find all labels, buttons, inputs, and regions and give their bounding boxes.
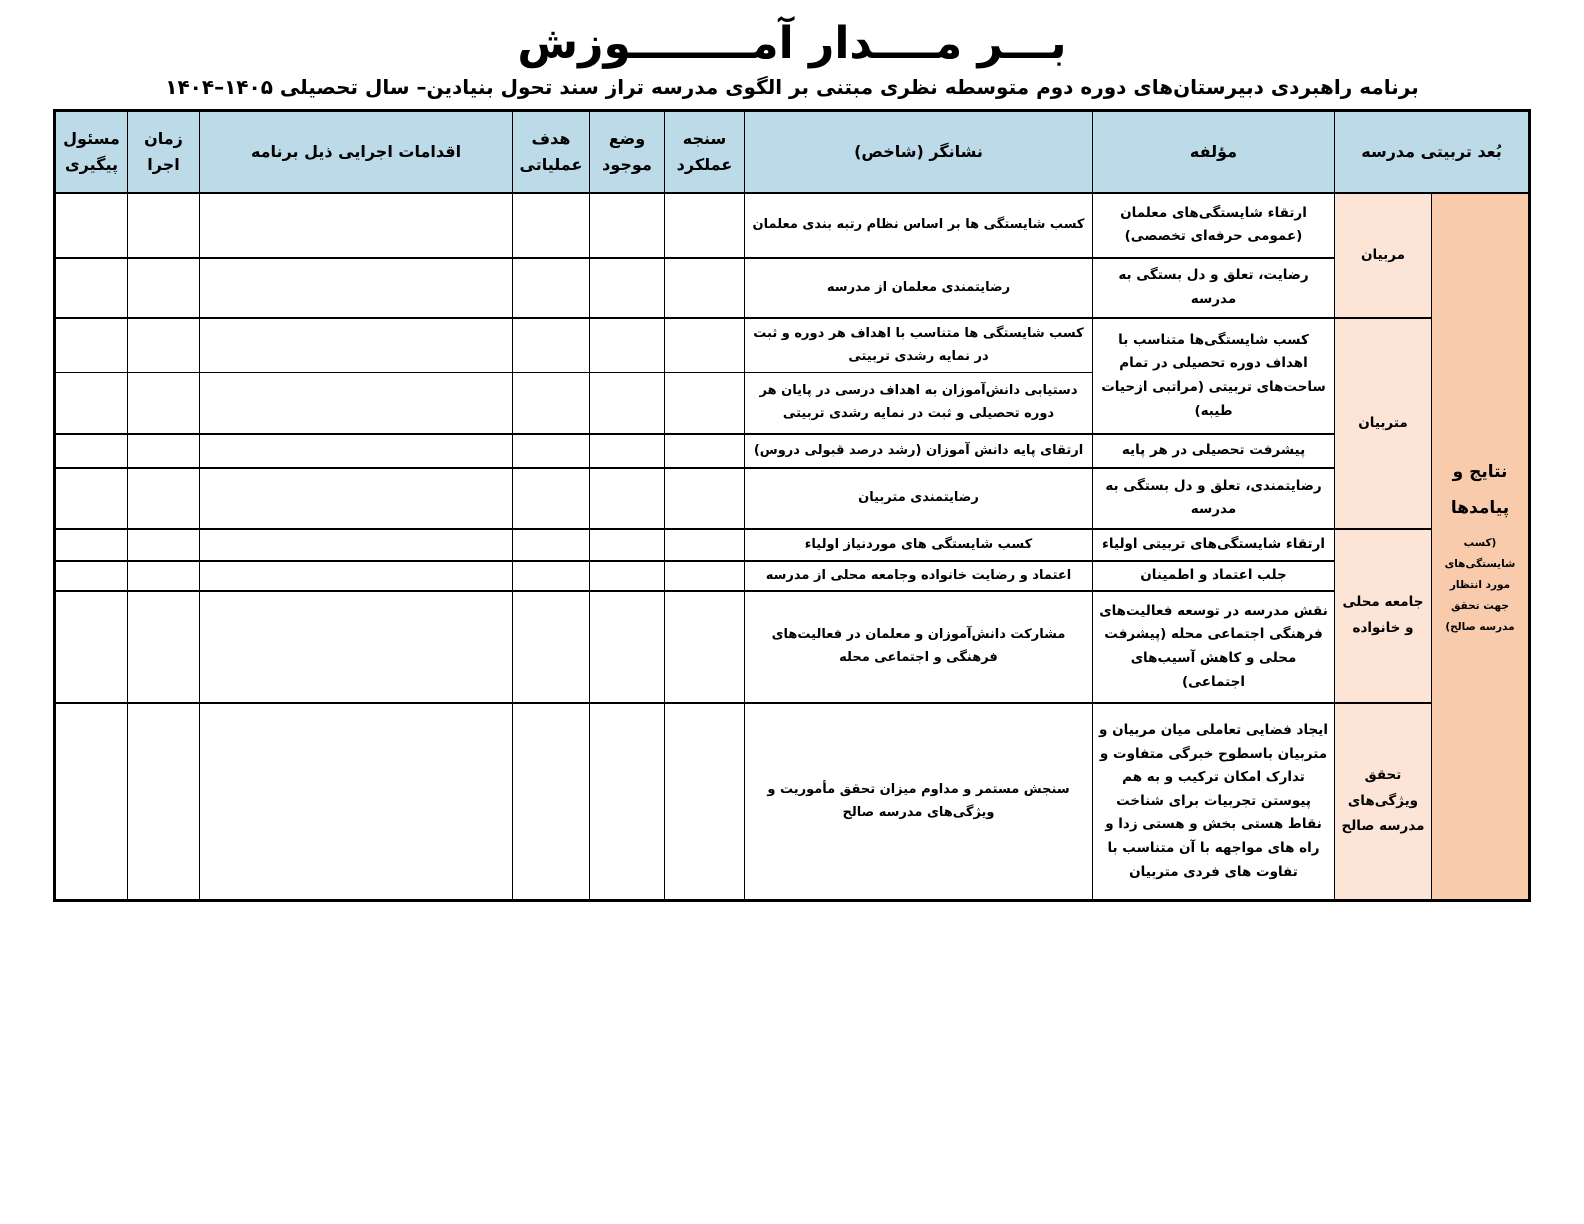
actions-cell	[200, 258, 513, 318]
group-cell-teachers: مربیان	[1335, 193, 1432, 318]
actions-cell	[200, 434, 513, 468]
status-cell	[590, 434, 665, 468]
responsible-cell	[55, 591, 128, 703]
responsible-cell	[55, 703, 128, 901]
header-actions: اقدامات اجرایی ذیل برنامه	[200, 111, 513, 193]
document-title: بـــر مــــدار آمــــــــوزش	[517, 18, 1067, 69]
table-row	[55, 703, 1530, 901]
table-row	[55, 468, 1530, 529]
table-row	[55, 193, 1530, 258]
time-cell	[128, 318, 200, 373]
dimension-results-cell	[1432, 193, 1530, 901]
measure-cell	[665, 561, 745, 591]
goal-cell	[513, 434, 590, 468]
time-cell	[128, 434, 200, 468]
goal-cell	[513, 193, 590, 258]
actions-cell	[200, 703, 513, 901]
measure-cell	[665, 258, 745, 318]
indicator-cell: اعتماد و رضایت خانواده وجامعه محلی از مدرسه	[745, 561, 1093, 591]
component-cell: رضایت، تعلق و دل بستگی به مدرسه	[1093, 258, 1335, 318]
component-cell: کسب شایستگی‌ها متناسب با اهداف دوره تحصیلی در تمام ساحت‌های تربیتی (مراتبی ازحیات طیبه)	[1093, 318, 1335, 434]
table-row	[55, 529, 1530, 561]
header-row	[55, 111, 1530, 193]
indicator-cell: کسب شایستگی ها متناسب با اهداف هر دوره و ثبت در نمایه رشدی تربیتی	[745, 318, 1093, 373]
goal-cell	[513, 468, 590, 529]
status-cell	[590, 373, 665, 434]
component-cell: جلب اعتماد و اطمینان	[1093, 561, 1335, 591]
table-row	[55, 591, 1530, 703]
status-cell	[590, 591, 665, 703]
responsible-cell	[55, 373, 128, 434]
measure-cell	[665, 193, 745, 258]
time-cell	[128, 703, 200, 901]
table-row	[55, 434, 1530, 468]
measure-cell	[665, 373, 745, 434]
status-cell	[590, 703, 665, 901]
status-cell	[590, 318, 665, 373]
status-cell	[590, 193, 665, 258]
responsible-cell	[55, 258, 128, 318]
time-cell	[128, 561, 200, 591]
responsible-cell	[55, 318, 128, 373]
header-measure: سنجه عملکرد	[665, 111, 745, 193]
status-cell	[590, 258, 665, 318]
status-cell	[590, 468, 665, 529]
component-cell: ایجاد فضایی تعاملی میان مربیان و متربیان باسطوح خبرگی متفاوت و تدارک امکان ترکیب و به هم پیوستن تجربیات برای شناخت نقاط هستی بخش و هستی زدا و راه های مواجهه با آن متناسب با تفاوت های فردی متربیان	[1093, 703, 1335, 901]
status-cell	[590, 561, 665, 591]
goal-cell	[513, 529, 590, 561]
header-component: مؤلفه	[1093, 111, 1335, 193]
measure-cell	[665, 529, 745, 561]
responsible-cell	[55, 193, 128, 258]
group-cell-righteous-school: تحقق ویژگی‌های مدرسه صالح	[1335, 703, 1432, 901]
actions-cell	[200, 591, 513, 703]
dimension-title: نتایج و پیامدها	[1450, 462, 1510, 519]
component-cell: ارتقاء شایستگی‌های معلمان (عمومی حرفه‌ای تخصصی)	[1093, 193, 1335, 258]
indicator-cell: کسب شایستگی های موردنیاز اولیاء	[745, 529, 1093, 561]
goal-cell	[513, 318, 590, 373]
dimension-subtitle: (کسب شایستگی‌های مورد انتظار جهت تحقق مدرسه صالح)	[1444, 536, 1516, 633]
indicator-cell: رضایتمندی متربیان	[745, 468, 1093, 529]
group-cell-community-family: جامعه محلی و خانواده	[1335, 529, 1432, 703]
component-cell: ارتقاء شایستگی‌های تربیتی اولیاء	[1093, 529, 1335, 561]
header-current-status: وضع موجود	[590, 111, 665, 193]
strategic-plan-table	[53, 109, 1531, 902]
actions-cell	[200, 193, 513, 258]
responsible-cell	[55, 529, 128, 561]
responsible-cell	[55, 434, 128, 468]
goal-cell	[513, 561, 590, 591]
header-execution-time: زمان اجرا	[128, 111, 200, 193]
component-cell: نقش مدرسه در توسعه فعالیت‌های فرهنگی اجتماعی محله (پیشرفت محلی و کاهش آسیب‌های اجتماعی)	[1093, 591, 1335, 703]
measure-cell	[665, 591, 745, 703]
group-cell-learners: متربیان	[1335, 318, 1432, 529]
time-cell	[128, 193, 200, 258]
measure-cell	[665, 434, 745, 468]
header-indicator: نشانگر (شاخص)	[745, 111, 1093, 193]
time-cell	[128, 468, 200, 529]
actions-cell	[200, 373, 513, 434]
component-cell: پیشرفت تحصیلی در هر پایه	[1093, 434, 1335, 468]
responsible-cell	[55, 468, 128, 529]
goal-cell	[513, 373, 590, 434]
time-cell	[128, 258, 200, 318]
goal-cell	[513, 258, 590, 318]
table-row	[55, 258, 1530, 318]
status-cell	[590, 529, 665, 561]
indicator-cell: رضایتمندی معلمان از مدرسه	[745, 258, 1093, 318]
header-follow-up-responsible: مسئول پیگیری	[55, 111, 128, 193]
goal-cell	[513, 591, 590, 703]
indicator-cell: سنجش مستمر و مداوم میزان تحقق مأموریت و ویژگی‌های مدرسه صالح	[745, 703, 1093, 901]
indicator-cell: دستیابی دانش‌آموزان به اهداف درسی در پایان هر دوره تحصیلی و ثبت در نمایه رشدی تربیتی	[745, 373, 1093, 434]
table-row	[55, 318, 1530, 373]
time-cell	[128, 373, 200, 434]
actions-cell	[200, 561, 513, 591]
header-dimension: بُعد تربیتی مدرسه	[1335, 111, 1530, 193]
time-cell	[128, 529, 200, 561]
component-cell: رضایتمندی، تعلق و دل بستگی به مدرسه	[1093, 468, 1335, 529]
indicator-cell: کسب شایستگی ها بر اساس نظام رتبه بندی معلمان	[745, 193, 1093, 258]
measure-cell	[665, 703, 745, 901]
document-subtitle: برنامه راهبردی دبیرستان‌های دوره دوم متوسطه نظری مبتنی بر الگوی مدرسه تراز سند تحول بنیادین– سال تحصیلی ۱۴۰۵–۱۴۰۴	[165, 75, 1419, 100]
header-operational-goal: هدف عملیاتی	[513, 111, 590, 193]
table-row	[55, 561, 1530, 591]
responsible-cell	[55, 561, 128, 591]
actions-cell	[200, 318, 513, 373]
measure-cell	[665, 468, 745, 529]
indicator-cell: مشارکت دانش‌آموزان و معلمان در فعالیت‌های فرهنگی و اجتماعی محله	[745, 591, 1093, 703]
indicator-cell: ارتقای پایه دانش آموزان (رشد درصد قبولی دروس)	[745, 434, 1093, 468]
actions-cell	[200, 529, 513, 561]
measure-cell	[665, 318, 745, 373]
goal-cell	[513, 703, 590, 901]
time-cell	[128, 591, 200, 703]
actions-cell	[200, 468, 513, 529]
